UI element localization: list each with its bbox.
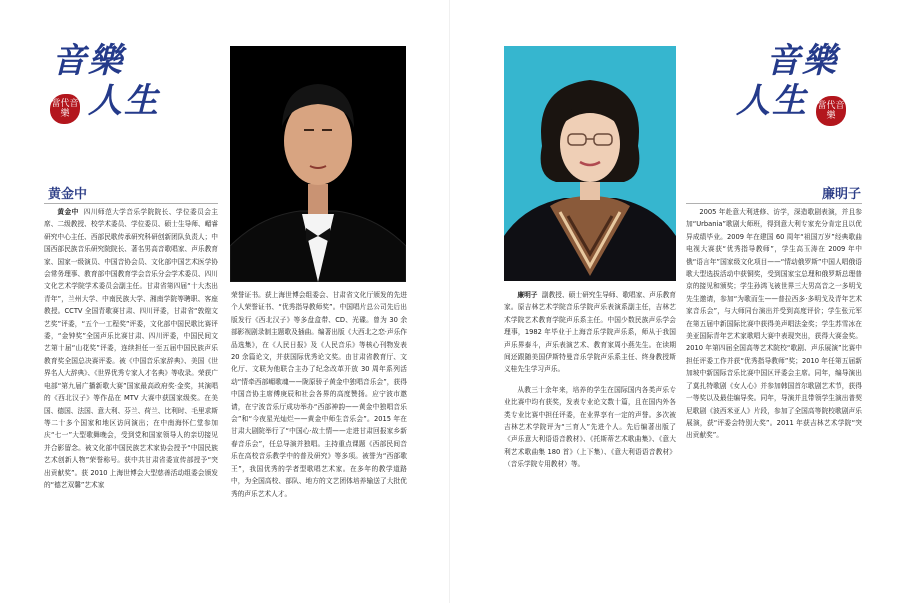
bio-intro-text: 副教授、硕士研究生导师、歌唱家、声乐教育家。原吉林艺术学院音乐学院声乐表演系副主任，吉林艺术学院艺术教育学院声乐系主任。中国少数民族声乐学会理事，1982 年毕业于上海音乐学院声乐系，师从于我国声乐界泰斗，声乐表演艺术、教育家周小燕先生。在读期间还跟随美国伊斯特曼音乐学院声乐系主任、终身教授斯义桂先生学习声乐。 — [504, 291, 676, 374]
bio-column-2 — [231, 289, 407, 500]
logo-title-line1: 音樂 — [52, 41, 124, 81]
portrait-photo — [230, 46, 406, 282]
bio-lead-name: 廉明子 — [517, 291, 538, 299]
bio-column-2 — [686, 206, 862, 442]
seal-text: 當代音樂 — [817, 101, 845, 121]
person-name: 廉明子 — [822, 187, 862, 202]
bio-continued-text: 荣誉证书。获上海世博会组委会、甘肃省文化厅颁发的先进个人荣誉证书、“优秀指导教师奖”。中国唱片总公司先后出版发行《西北汉子》等多盘盒带、CD、光碟。曾为 30 余部影视剧录制主题歌及插曲。编著出版《大西北之恋·声乐作品选集》，在《人民日报》及《人民音乐》等核心刊物发表 20 余篇论文，并获国际优秀论文奖。由甘肃省教育厅、文化厅、文联为他联合主办了纪念改革开放 30 周年系列活动“情牵西部嵋歌魂——陇原骄子黄金中独唱音乐会”，获得中国音协主席傅庚辰和社会各界的高度赞扬。应宁波市邀请，在宁波音乐厅成功举办“西部神韵——黄金中独唱音乐会”和“今夜星光灿烂——黄金中师生音乐会”。2015 年在甘肃大剧院举行了“中国心·故土情——走进甘肃回报家乡新春音乐会”，任总导演并独唱。主持重点课题《西部民间音乐在高校音乐教学中的普及研究》等多项。被誉为“西部歌王”，我国优秀的学者型歌唱艺术家。在多年的教学道路中，为全国高校、部队、地方的文艺团体培养输送了大批优秀的声乐艺术人才。 — [231, 291, 407, 498]
music-life-logo — [44, 41, 174, 134]
bio-continued-text: 2005 年赴意大利进修、访学，深造歌剧表演，并且参加“Urbania”歌剧大师班，得到意大利专家充分肯定且以优异成绩毕业。2009 年在建国 60 周年“祖国万岁”经典歌曲电视大赛获“优秀指导教师”，学生高玉涛在 2009 年中俄“语言年”国家级文化项目——“情动俄罗斯”中国人唱俄语歌大型选拔活动中获铜奖，受到国家宝总理和俄罗斯总理普京的接见和颁奖；学生孙鸿飞被世界三大男高音之一多明戈先生邀请，参加“为歌而生——普拉西多·多明戈及青年艺术家音乐会”，与大师同台演出并受到高度评价；学生张元军在第五届中新国际比赛中获得美声唱法金奖；学生苏雪冰在美亚国际青年艺术家歌唱大赛中表现突出，获得大赛金奖。2010 年第四届全国高等艺术院校“歌剧、声乐展演”比赛中担任评委工作并获“优秀指导教师”奖；2010 年任第五届新加坡中新国际音乐比赛中国区评委会主席。同年，编导演出了莫扎特歌剧《女人心》并参加韩国首尔歌剧艺术节，获得一等奖以及最佳编导奖。同年，导演并且带领学生演出普契尼歌剧《波西米亚人》片段，参加了全国高等院校歌剧声乐展演，获“评委会特别大奖”。2011 年获吉林艺术学院“突出贡献奖”。 — [686, 208, 862, 440]
music-life-logo — [732, 41, 862, 134]
bio-intro-text: 四川师范大学音乐学院院长、学位委员会主席、二级教授、校学术委员、学位委员、硕士生导师、嵋睿研究中心主任、西部民歌传承研究科研创新团队负责人；中国西部民族音乐研究院院长、著名男高音歌唱家、声乐教育家、国家一级演员、中国音协会员、文化部中国艺术医学协会常务理事、教育部中国教育学会音乐分会学术委员、四川文化艺术学院学术委员会副主任。甘肃省第四届“十大杰出青年”，兰州大学、中南民族大学、湘南学院等聘职、客座教授。CCTV 全国青歌赛甘肃、四川评委，甘肃省“敦煌文艺奖”评委，“五个一工程奖”评委，文化部中国民歌比赛评委，“金钟奖”全国声乐比赛甘肃、四川评委，中国民间文艺第十届“山花奖”评委，连续担任一至五届中国民族声乐教育奖全国总决赛评委。被《中国音乐家辞典》、美国《世界名人大辞典》、《世界优秀专家人才名典》等收录。荣获广电部“第九届广播新歌大赛”国家最高政府奖·金奖，其演唱的《西北汉子》等作品在 MTV 大赛中获国家级奖。在美国、德国、法国、意大利、芬兰、荷兰、比利时、毛里求斯等二十多个国家和地区访问演出；在中南海怀仁堂参加庆“七一”大型歌舞晚会，受到党和国家领导人的亲切接见并合影留念。被文化部中国民族艺术家协会授予“中国民族艺术创新人物”荣誉称号。获中共甘肃省委宣传部授予“突出贡献奖”。获 2010 上海世博会大型慈善活动组委会颁发的“德艺双馨”艺术家 — [44, 208, 218, 489]
logo-title-line2: 人生 — [736, 81, 808, 121]
right-page — [450, 0, 900, 603]
person-name: 黄金中 — [48, 187, 88, 202]
name-divider — [686, 203, 862, 204]
bio-column-1 — [44, 206, 218, 491]
bio-column-1 — [504, 289, 676, 471]
bio-lead-name: 黄金中 — [57, 208, 79, 216]
logo-title-line1: 音樂 — [766, 41, 838, 81]
seal-text: 當代音樂 — [51, 99, 79, 119]
bio-paragraph-2: 从教三十余年来，培养的学生在国际国内各类声乐专业比赛中均有获奖，发表专业论文数十篇，且在国内外各类专业比赛中担任评委，在业界享有一定的声誉。多次被吉林艺术学院评为“三育人”先进个人。先后编著出版了《声乐意大利语语音教材》、《托斯蒂艺术歌曲集》、《意大利艺术歌曲集 180 首》（上下集）、《意大利语语音教材》（音乐学院专用教材）等。 — [504, 385, 676, 469]
logo-title-line2: 人生 — [88, 81, 160, 121]
seal-icon — [816, 96, 846, 126]
name-divider — [44, 203, 218, 204]
seal-icon — [50, 94, 80, 124]
portrait-photo — [504, 46, 676, 281]
